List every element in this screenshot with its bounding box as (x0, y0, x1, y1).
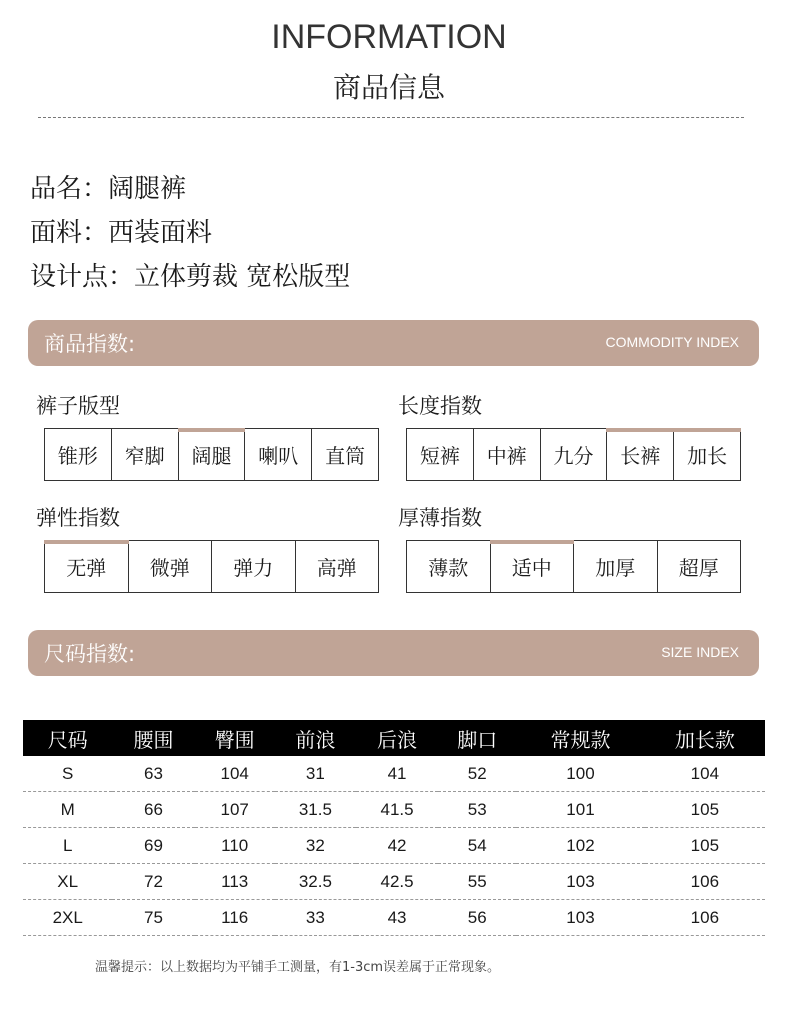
divider (38, 117, 744, 118)
table-row (23, 828, 765, 864)
cell: 72 (112, 864, 194, 900)
cell: 110 (195, 828, 275, 864)
cell: 31.5 (275, 792, 356, 828)
option-tapered: 锥形 (45, 429, 112, 480)
cell: 56 (438, 900, 516, 936)
option-nine-tenths: 九分 (541, 429, 608, 480)
cell: 41.5 (356, 792, 438, 828)
cell: 102 (516, 828, 644, 864)
cell: 33 (275, 900, 356, 936)
style-index-options (44, 428, 379, 481)
cell: 106 (645, 900, 765, 936)
header-front-rise: 前浪 (275, 720, 356, 756)
size-table (23, 720, 765, 936)
cell: 66 (112, 792, 194, 828)
product-design: 设计点：立体剪裁 宽松版型 (30, 262, 351, 292)
header-extra-length: 加长款 (645, 720, 765, 756)
header-waist: 腰围 (112, 720, 194, 756)
title-english: INFORMATION (271, 18, 507, 56)
option-stretch: 弹力 (212, 541, 296, 592)
cell: 104 (195, 756, 275, 792)
option-thin: 薄款 (407, 541, 491, 592)
cell: S (23, 756, 112, 792)
header-regular-length: 常规款 (516, 720, 644, 756)
measurement-note: 温馨提示：以上数据均为平铺手工测量，有1-3cm误差属于正常现象。 (95, 960, 501, 975)
table-row (23, 792, 765, 828)
product-name: 品名：阔腿裤 (30, 174, 187, 204)
option-mid: 中裤 (474, 429, 541, 480)
cell: 55 (438, 864, 516, 900)
cell: XL (23, 864, 112, 900)
option-straight: 直筒 (325, 444, 366, 468)
option-extra-thick: 超厚 (678, 556, 719, 580)
table-row (23, 900, 765, 936)
option-narrow: 窄脚 (112, 429, 179, 480)
cell: 31 (275, 756, 356, 792)
cell: 52 (438, 756, 516, 792)
commodity-index-label: 商品指数: (44, 332, 136, 356)
cell: L (23, 828, 112, 864)
option-thick: 加厚 (574, 541, 658, 592)
commodity-index-label-en: COMMODITY INDEX (605, 334, 739, 350)
cell: 42 (356, 828, 438, 864)
cell: 32 (275, 828, 356, 864)
cell: 116 (195, 900, 275, 936)
table-row (23, 864, 765, 900)
cell: 100 (516, 756, 644, 792)
cell: 43 (356, 900, 438, 936)
thickness-index-options (406, 540, 741, 593)
cell: 69 (112, 828, 194, 864)
elasticity-index-title: 弹性指数 (36, 506, 120, 530)
title-chinese: 商品信息 (332, 71, 445, 104)
cell: 107 (195, 792, 275, 828)
size-index-label-en: SIZE INDEX (661, 644, 739, 660)
cell: 42.5 (356, 864, 438, 900)
cell: 2XL (23, 900, 112, 936)
cell: 105 (645, 792, 765, 828)
commodity-index-banner (28, 320, 759, 366)
cell: 53 (438, 792, 516, 828)
option-no-stretch-selected: 无弹 (45, 541, 129, 592)
table-row (23, 756, 765, 792)
length-index-options (406, 428, 741, 481)
cell: 41 (356, 756, 438, 792)
option-medium-selected: 适中 (491, 541, 575, 592)
header-back-rise: 后浪 (356, 720, 438, 756)
size-table-header (23, 720, 765, 756)
option-long-selected: 长裤 (607, 429, 674, 480)
cell: 101 (516, 792, 644, 828)
option-shorts: 短裤 (407, 429, 474, 480)
size-index-label: 尺码指数: (44, 642, 136, 666)
size-index-banner (28, 630, 759, 676)
cell: 105 (645, 828, 765, 864)
option-wide-leg-selected: 阔腿 (179, 429, 246, 480)
length-index-title: 长度指数 (398, 394, 482, 418)
cell: 63 (112, 756, 194, 792)
cell: 106 (645, 864, 765, 900)
option-extra-long-selected: 加长 (674, 429, 740, 480)
elasticity-index-options (44, 540, 379, 593)
style-index-title: 裤子版型 (36, 394, 120, 418)
header-hip: 臀围 (195, 720, 275, 756)
cell: M (23, 792, 112, 828)
option-slight-stretch: 微弹 (129, 541, 213, 592)
cell: 113 (195, 864, 275, 900)
header-size: 尺码 (23, 720, 112, 756)
cell: 104 (645, 756, 765, 792)
thickness-index-title: 厚薄指数 (398, 506, 482, 530)
option-high-stretch: 高弹 (316, 556, 357, 580)
product-fabric: 面料：西装面料 (30, 218, 213, 248)
header-hem: 脚口 (438, 720, 516, 756)
cell: 54 (438, 828, 516, 864)
option-flare: 喇叭 (245, 429, 312, 480)
cell: 103 (516, 864, 644, 900)
cell: 103 (516, 900, 644, 936)
cell: 75 (112, 900, 194, 936)
cell: 32.5 (275, 864, 356, 900)
